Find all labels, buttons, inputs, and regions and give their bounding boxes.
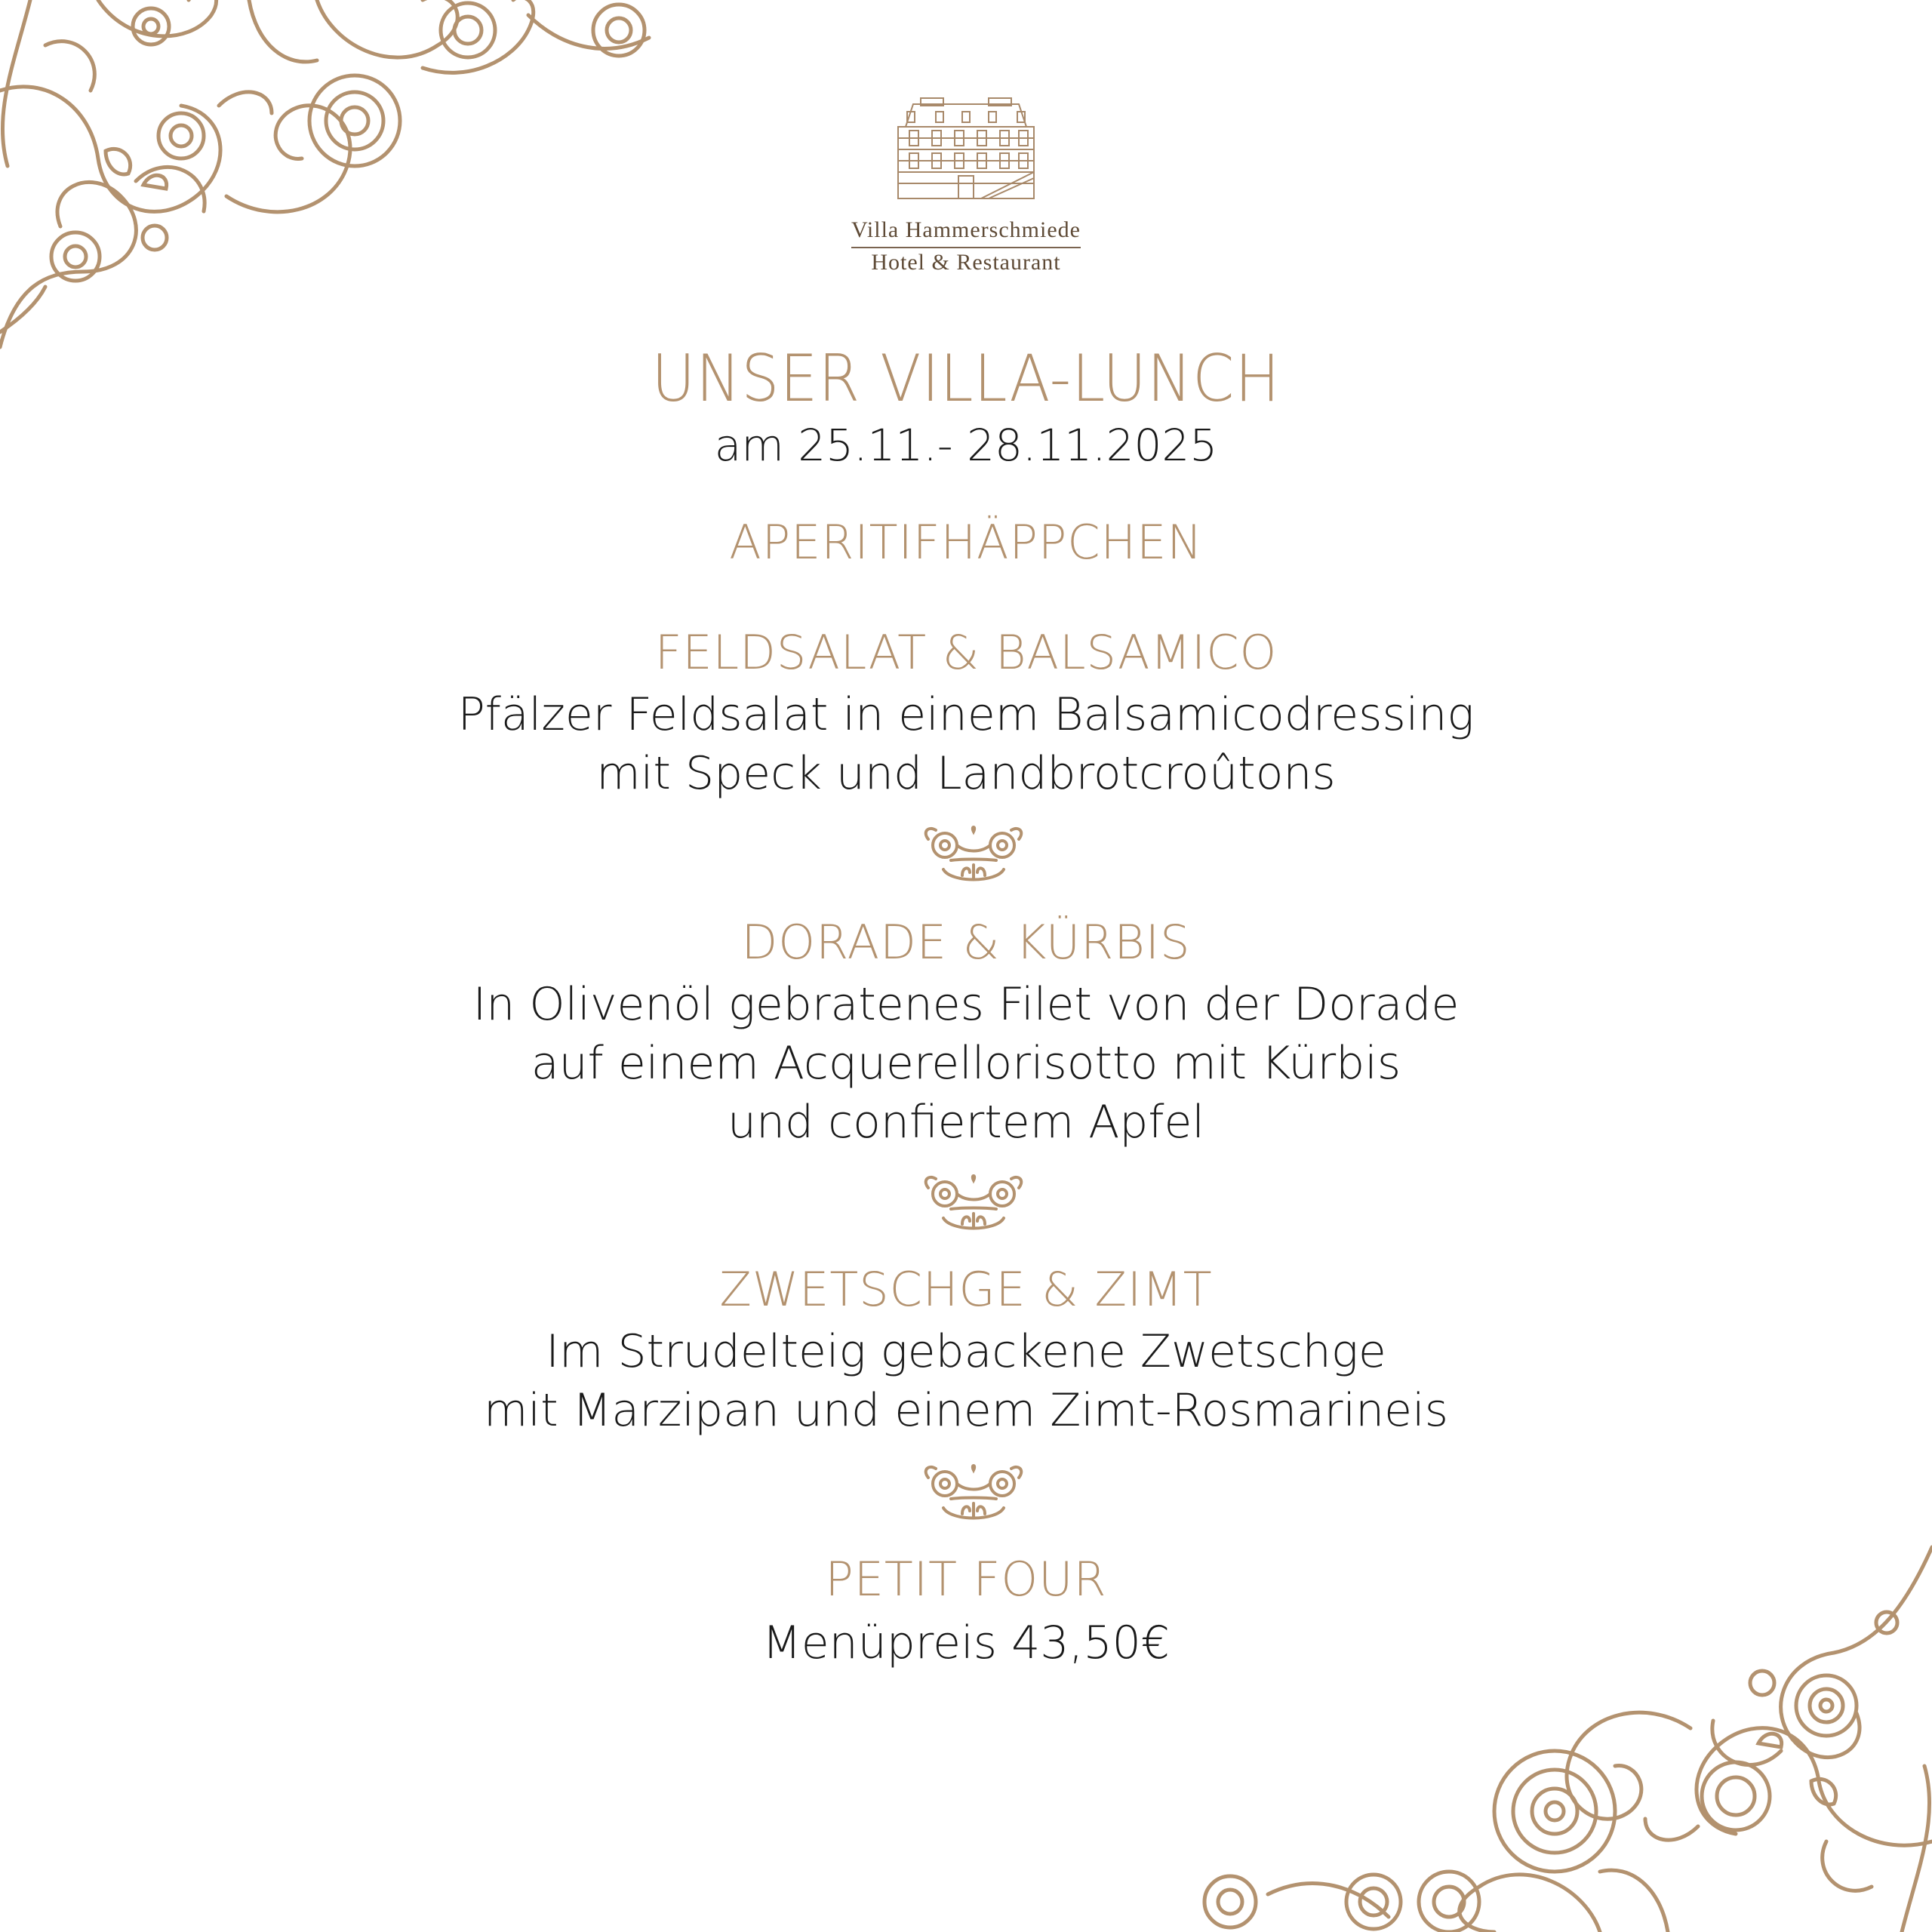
villa-building-icon [891, 97, 1041, 202]
course-title-petit-four: PETIT FOUR [825, 1552, 1107, 1607]
corner-ornament-top-left [0, 0, 679, 355]
menu-title: UNSER VILLA-LUNCH [651, 341, 1281, 417]
course-description-salad [0, 685, 1932, 803]
course-title-dessert: ZWETSCHGE & ZIMT [719, 1262, 1213, 1317]
course-title-aperitif: APERITIFHÄPPCHEN [729, 515, 1203, 570]
course-description-line: Im Strudelteig gebackene Zwetschge [546, 1325, 1386, 1378]
menu-date: am 25.11.- 28.11.2025 [714, 420, 1218, 471]
course-description-line: mit Speck und Landbrotcroûtons [596, 747, 1336, 800]
course-description-fish [0, 975, 1932, 1152]
ornament-divider-icon [921, 1171, 1026, 1239]
course-description-line: Pfälzer Feldsalat in einem Balsamicodressing [457, 688, 1475, 741]
course-description-line: mit Marzipan und einem Zimt-Rosmarineis [483, 1384, 1449, 1437]
logo-hotel-name: Villa Hammerschmiede [851, 217, 1081, 248]
ornament-divider-icon [921, 823, 1026, 891]
course-title-salad: FELDSALAT & BALSAMICO [654, 625, 1278, 680]
hotel-logo [815, 97, 1117, 275]
course-description-dessert [0, 1322, 1932, 1440]
course-description-line: auf einem Acquerellorisotto mit Kürbis [531, 1037, 1401, 1090]
course-title-fish: DORADE & KÜRBIS [741, 915, 1191, 970]
course-description-line: und confiertem Apfel [727, 1096, 1205, 1149]
ornament-divider-icon [921, 1461, 1026, 1529]
course-description-line: In Olivenöl gebratenes Filet von der Dorade [472, 978, 1460, 1031]
logo-hotel-subtitle: Hotel & Restaurant [871, 250, 1061, 275]
menu-price: Menüpreis 43,50€ [761, 1617, 1171, 1669]
